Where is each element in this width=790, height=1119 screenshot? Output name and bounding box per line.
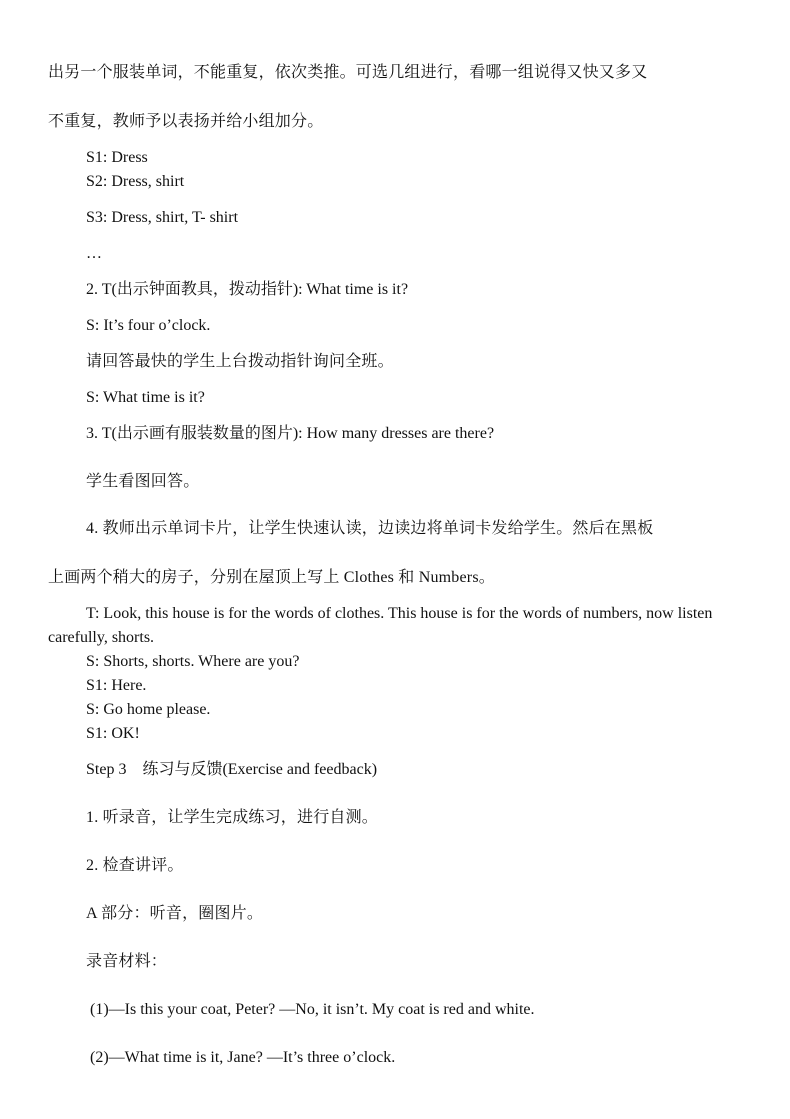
recording-line: (2)—What time is it, Jane? —It’s three o’clock. bbox=[90, 1049, 396, 1066]
step-item: 1. 听录音，让学生完成练习，进行自测。 bbox=[86, 809, 379, 826]
dialogue-line: S1: OK! bbox=[86, 725, 140, 742]
step-item: 4. 教师出示单词卡片，让学生快速认读，边读边将单词卡发给学生。然后在黑板 bbox=[86, 520, 654, 537]
ellipsis-line: … bbox=[86, 245, 102, 262]
paragraph-line: 请回答最快的学生上台拨动指针询问全班。 bbox=[86, 353, 394, 370]
paragraph-line: 不重复，教师予以表扬并给小组加分。 bbox=[48, 113, 324, 130]
paragraph-line: 学生看图回答。 bbox=[86, 473, 200, 490]
teacher-dialogue: T: Look, this house is for the words of clothes. This house is for the words of numbers, now listen carefully, shorts. bbox=[48, 605, 713, 646]
dialogue-line: S: What time is it? bbox=[86, 389, 205, 406]
section-heading: Step 3 练习与反馈(Exercise and feedback) bbox=[86, 761, 378, 778]
step-item: 3. T(出示画有服装数量的图片): How many dresses are there? bbox=[86, 425, 495, 442]
step-item: 2. T(出示钟面教具，拨动指针): What time is it? bbox=[86, 281, 409, 298]
paragraph-line: 上画两个稍大的房子，分别在屋顶上写上 Clothes 和 Numbers。 bbox=[48, 569, 495, 586]
dialogue-line: S2: Dress, shirt bbox=[86, 173, 185, 190]
step-item: 2. 检查讲评。 bbox=[86, 857, 184, 874]
dialogue-line: S: It’s four o’clock. bbox=[86, 317, 211, 334]
dialogue-line: S: Shorts, shorts. Where are you? bbox=[86, 653, 300, 670]
dialogue-line: S1: Dress bbox=[86, 149, 148, 166]
dialogue-line: S3: Dress, shirt, T- shirt bbox=[86, 209, 239, 226]
part-heading: A 部分：听音，圈图片。 bbox=[86, 905, 264, 922]
dialogue-line: S1: Here. bbox=[86, 677, 147, 694]
part-heading: 录音材料： bbox=[86, 953, 168, 970]
recording-line: (1)—Is this your coat, Peter? —No, it isn’t. My coat is red and white. bbox=[90, 1001, 535, 1018]
paragraph-line: 出另一个服装单词，不能重复，依次类推。可选几组进行，看哪一组说得又快又多又 bbox=[48, 64, 648, 81]
dialogue-line: S: Go home please. bbox=[86, 701, 211, 718]
